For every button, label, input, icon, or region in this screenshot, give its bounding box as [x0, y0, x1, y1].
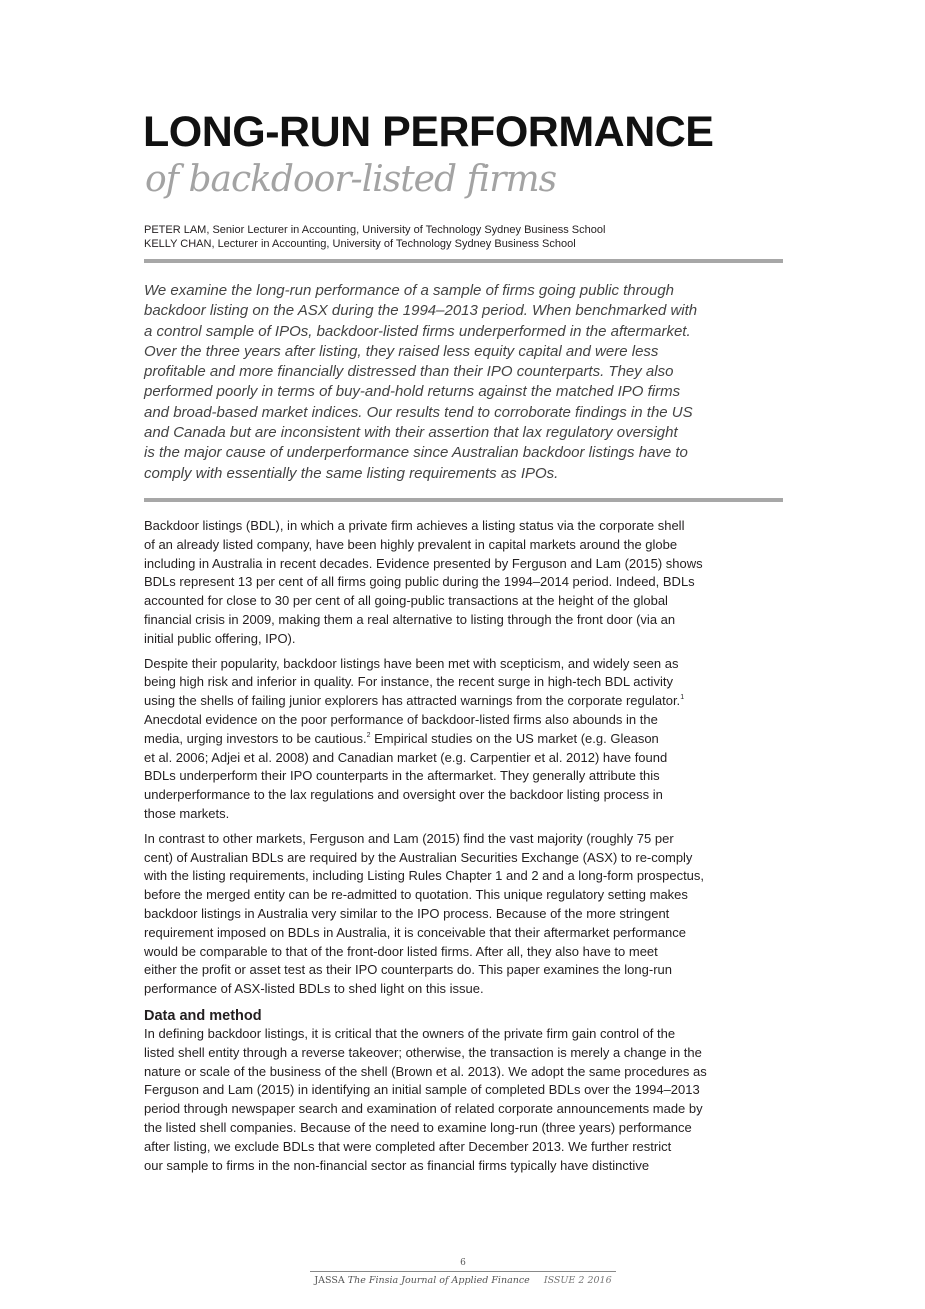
text-line: profitable and more financially distressed than their IPO counterparts. They also — [144, 363, 674, 381]
authors — [144, 224, 605, 251]
paragraph — [144, 830, 804, 999]
text-line: backdoor listings in Australia very similar to the IPO process. Because of the more stringent — [144, 905, 670, 921]
text-line: In contrast to other markets, Ferguson and Lam (2015) find the vast majority (roughly 75 per — [144, 830, 674, 846]
text-line: accounted for close to 30 per cent of all going-public transactions at the height of the global — [144, 593, 668, 609]
text-line: would be comparable to that of the front-door listed firms. After all, they also have to meet — [144, 943, 658, 959]
text-line: a control sample of IPOs, backdoor-listed firms underperformed in the aftermarket. — [144, 322, 691, 340]
footer-rule — [310, 1271, 616, 1272]
divider — [144, 259, 783, 263]
text-line: In defining backdoor listings, it is critical that the owners of the private firm gain control of the — [144, 1025, 676, 1041]
paragraph — [144, 517, 804, 649]
divider — [144, 498, 783, 502]
text-line: financial crisis in 2009, making them a real alternative to listing through the front door (via an — [144, 611, 676, 627]
text-line: performance of ASX-listed BDLs to shed light on this issue. — [144, 981, 484, 997]
author-line: KELLY CHAN, Lecturer in Accounting, University of Technology Sydney Business School — [144, 237, 576, 250]
text-line: including in Australia in recent decades. Evidence presented by Ferguson and Lam (2015) shows — [144, 555, 703, 571]
text-line: Backdoor listings (BDL), in which a private firm achieves a listing status via the corporate shell — [144, 518, 685, 533]
section-heading: Data and method — [144, 1007, 262, 1024]
article-body — [144, 517, 804, 1181]
text-line: using the shells of failing junior explorers has attracted warnings from the corporate regulator.$^1$ — [144, 693, 685, 709]
text-line: et al. 2006; Adjei et al. 2008) and Canadian market (e.g. Carpentier et al. 2012) have found — [144, 749, 668, 765]
footnote-marker: 1 — [680, 694, 685, 702]
text-line: and Canada but are inconsistent with their assertion that lax regulatory oversight — [144, 424, 678, 442]
text-line: Despite their popularity, backdoor listings have been met with scepticism, and widely seen as — [144, 655, 679, 671]
text-line: period through newspaper search and examination of related corporate announcements made by — [144, 1101, 703, 1117]
journal-name: JASSA — [314, 1275, 345, 1286]
text-line: We examine the long-run performance of a sample of firms going public through — [144, 282, 675, 299]
text-line: Over the three years after listing, they raised less equity capital and were less — [144, 342, 659, 360]
text-line: initial public offering, IPO). — [144, 630, 296, 646]
text-line: media, urging investors to be cautious.$^2$ Empirical studies on the US market (e.g. Gleason — [144, 730, 659, 746]
journal-full-name: The Finsia Journal of Applied Finance — [347, 1275, 530, 1286]
paragraph — [144, 1025, 804, 1175]
text-line: with the listing requirements, including Listing Rules Chapter 1 and 2 and a long-form prospectus, — [144, 868, 705, 884]
page-footer — [310, 1257, 616, 1286]
article-subtitle: of backdoor-listed firms — [145, 159, 557, 200]
text-line: of an already listed company, have been highly prevalent in capital markets around the globe — [144, 536, 678, 552]
text-line: Ferguson and Lam (2015) in identifying an initial sample of completed BDLs over the 1994–2013 — [144, 1082, 700, 1098]
text-line: the listed shell companies. Because of the need to examine long-run (three years) performance — [144, 1119, 692, 1135]
text-line: underperformance to the lax regulations and oversight over the backdoor listing process in — [144, 787, 663, 803]
issue-label: ISSUE 2 2016 — [543, 1275, 612, 1286]
text-line: nature or scale of the business of the shell (Brown et al. 2013). We adopt the same procedures as — [144, 1063, 707, 1079]
footnote-marker: 2 — [366, 731, 371, 739]
text-line: comply with essentially the same listing requirements as IPOs. — [144, 464, 559, 482]
text-line: before the merged entity can be re-admitted to quotation. This unique regulatory setting makes — [144, 887, 688, 903]
text-line: being high risk and inferior in quality. For instance, the recent surge in high-tech BDL activity — [144, 674, 673, 690]
text-line: either the profit or asset test as their IPO counterparts do. This paper examines the long-run — [144, 962, 672, 978]
paragraph — [144, 655, 804, 824]
text-line: is the major cause of underperformance since Australian backdoor listings have to — [144, 444, 688, 462]
text-line: BDLs underperform their IPO counterparts in the aftermarket. They generally attribute this — [144, 768, 660, 784]
text-line: performed poorly in terms of buy-and-hold returns against the matched IPO firms — [144, 383, 681, 401]
text-line: backdoor listing on the ASX during the 1994–2013 period. When benchmarked with — [144, 302, 698, 320]
text-line: those markets. — [144, 805, 230, 821]
page-number: 6 — [460, 1258, 466, 1268]
text-line: our sample to firms in the non-financial sector as financial firms typically have distinctive — [144, 1157, 650, 1173]
author-line: PETER LAM, Senior Lecturer in Accounting, University of Technology Sydney Business School — [144, 224, 606, 236]
text-line: and broad-based market indices. Our results tend to corroborate findings in the US — [144, 403, 693, 421]
text-line: requirement imposed on BDLs in Australia, it is conceivable that their aftermarket performance — [144, 924, 686, 940]
text-line: after listing, we exclude BDLs that were completed after December 2013. We further restrict — [144, 1138, 672, 1154]
text-line: BDLs represent 13 per cent of all firms going public during the 1994–2014 period. Indeed, BDLs — [144, 574, 695, 590]
article-title: LONG-RUN PERFORMANCE — [143, 108, 714, 156]
text-line: cent) of Australian BDLs are required by the Australian Securities Exchange (ASX) to re-comply — [144, 849, 693, 865]
text-line: Anecdotal evidence on the poor performance of backdoor-listed firms also abounds in the — [144, 711, 658, 727]
text-line: listed shell entity through a reverse takeover; otherwise, the transaction is merely a change in the — [144, 1044, 702, 1060]
abstract — [144, 281, 697, 484]
